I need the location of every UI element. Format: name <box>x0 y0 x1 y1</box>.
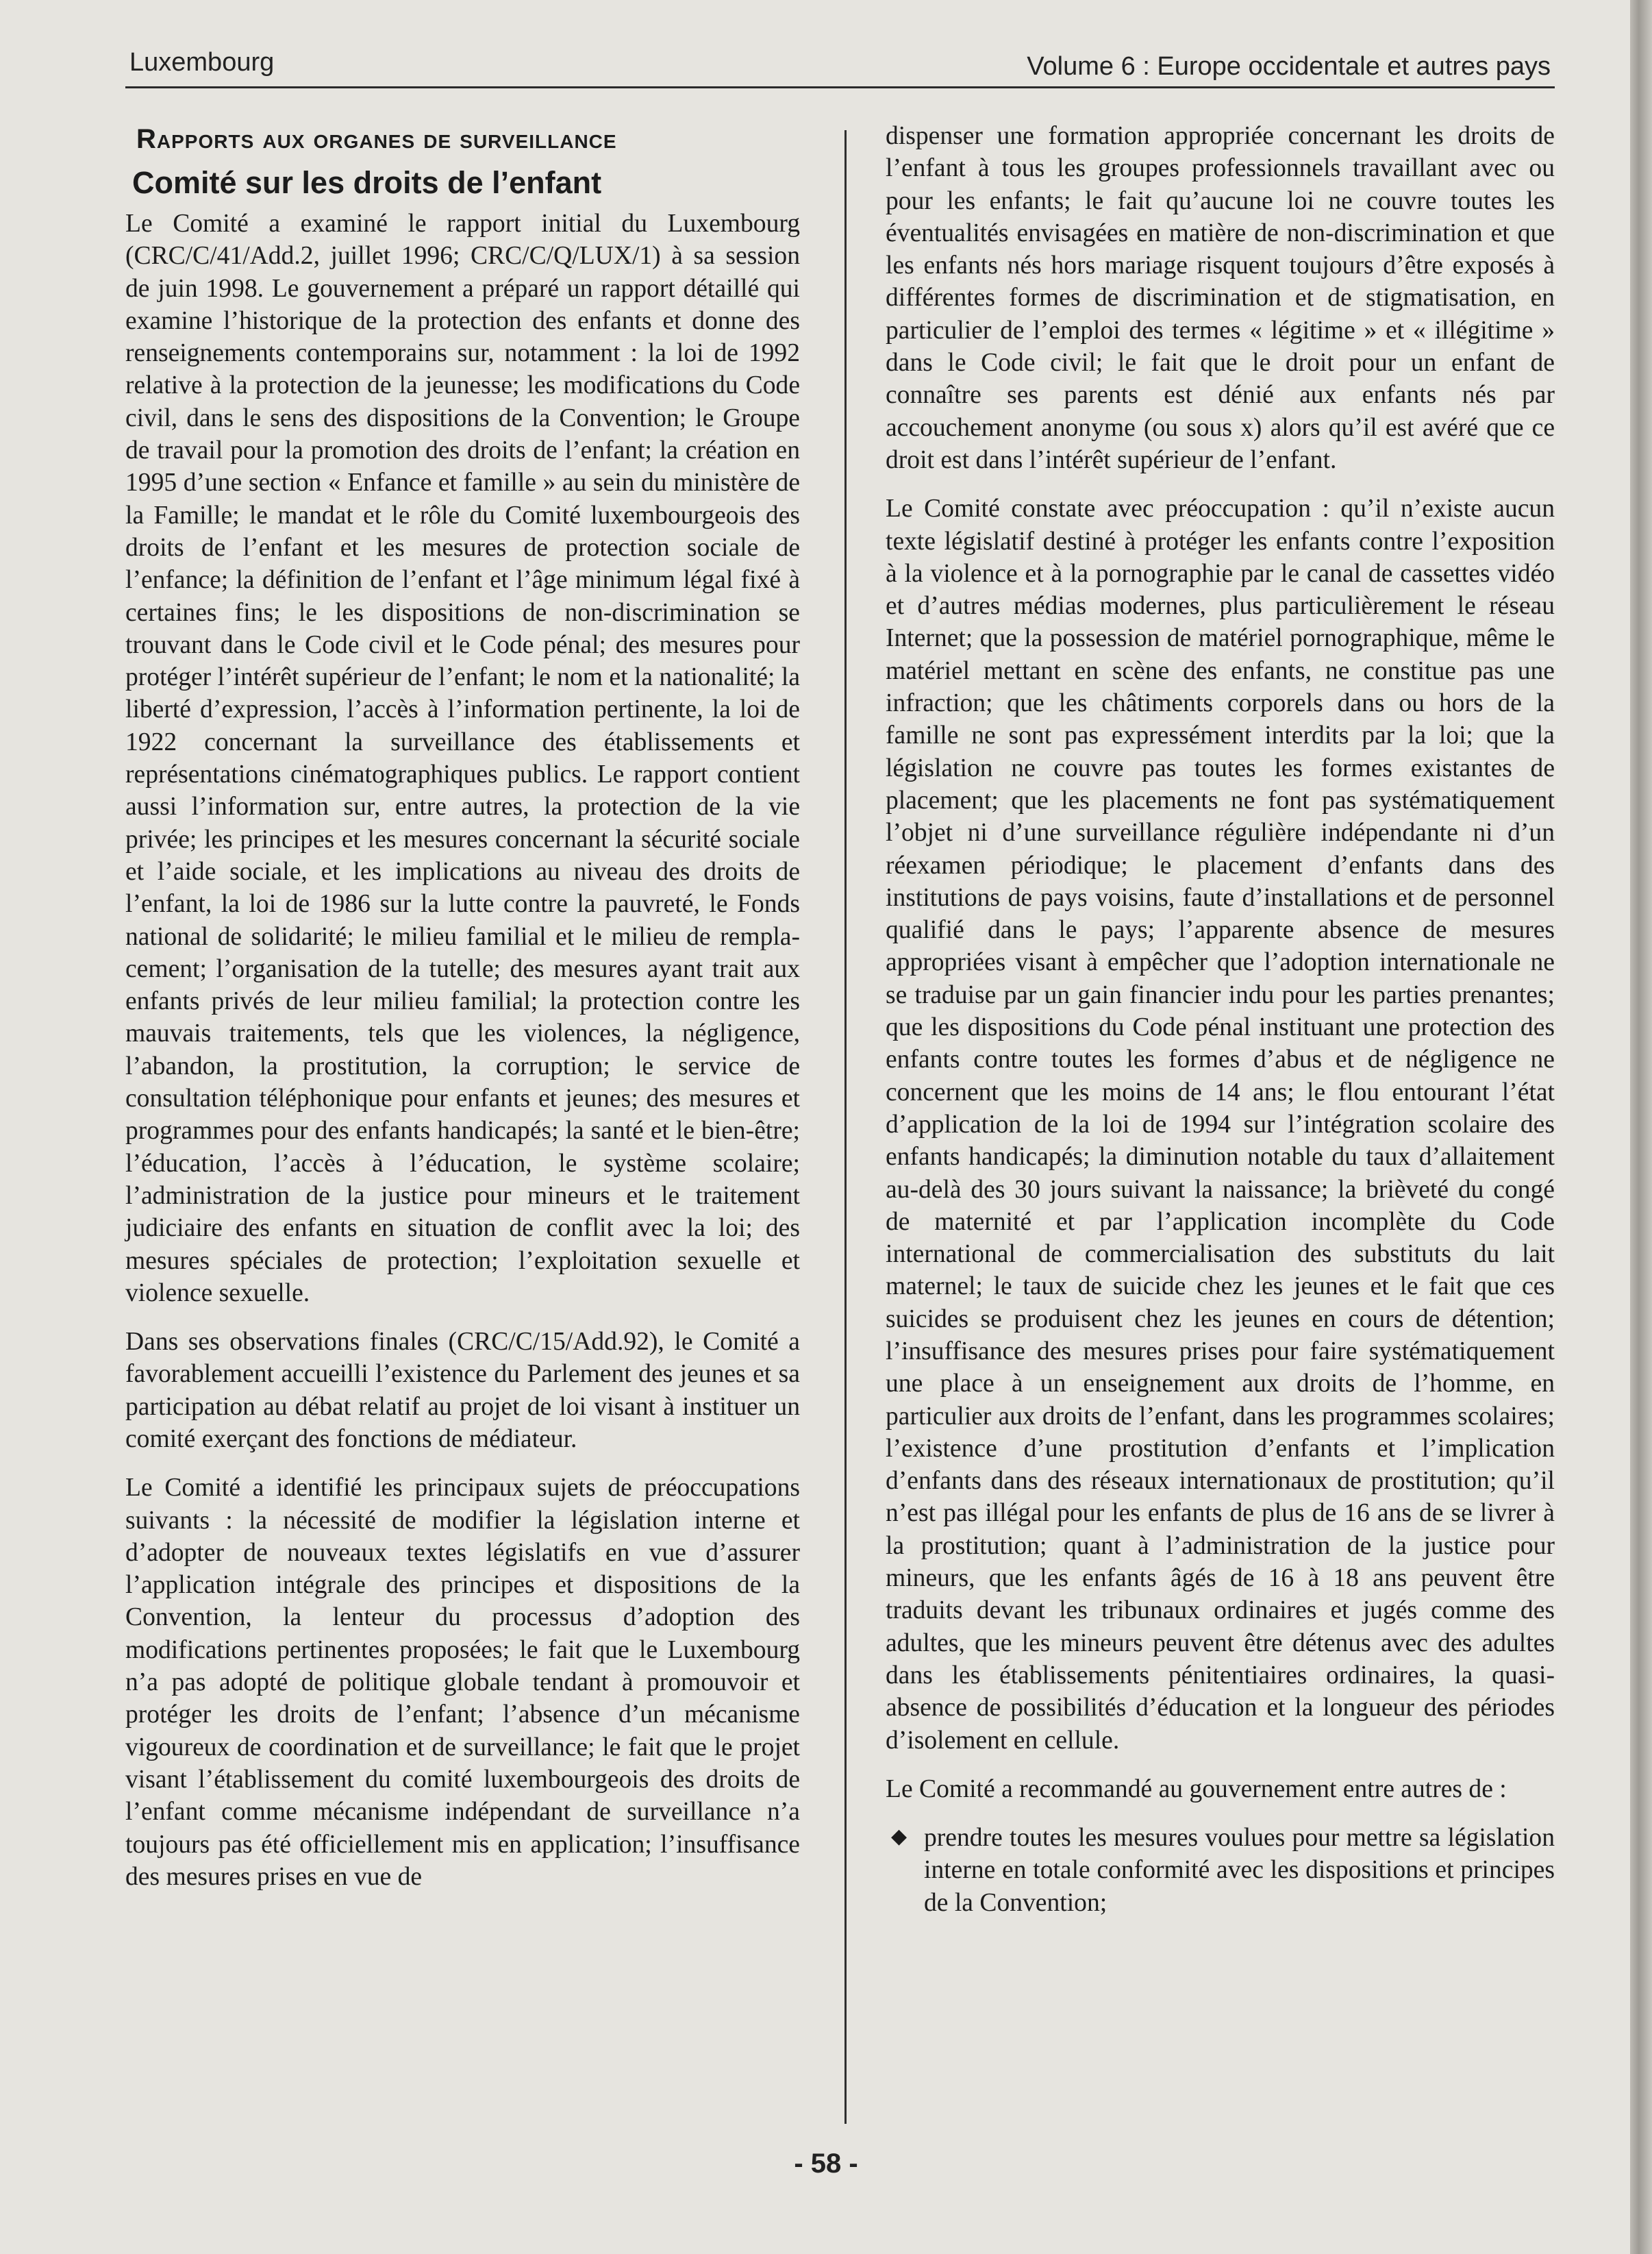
running-header <box>125 42 1555 88</box>
paragraph: Le Comité a identifié les principaux sujets de préoccupations suivants : la nécessité de modifier la législation interne et d’adopter de nouveaux textes législatifs en vue d’assurer l’application intégrale des principes et dispositions de la Convention, la lenteur du processus d’adoption des modifications pertinentes proposées; le fait que le Luxembourg n’a pas adopté de politique globale tendant à promouvoir et protéger les droits de l’enfant; l’absence d’un mécanisme vigoureux de coordination et de surveillance; le fait que le projet visant l’établissement du comité luxembourgeois des droits de l’enfant comme mécanisme indépendant de surveillance n’a toujours pas été officiellement mis en application; l’insuffisance des mesures prises en vue de <box>125 1474 800 1891</box>
binding-edge <box>1630 0 1652 2254</box>
diamond-bullet-icon: ◆ <box>891 1825 908 1848</box>
recommendation-list <box>886 1822 1555 1919</box>
section-heading: Rapports aux organes de surveillance <box>136 124 617 154</box>
paragraph: Le Comité constate avec préoccupation : qu’il n’existe aucun texte législatif destiné à protéger les enfants contre l’exposition à la violence et à la pornographie par le canal de cassettes vidéo et d’autres médias modernes, plus particulièrement le réseau Internet; que la possession de matériel pornographique, même le matériel mettant en scène des enfants, ne constitue pas une infraction; que les châtiments corporels dans ou hors de la famille ne sont pas expressément interdits par la loi; que la législation ne couvre pas toutes les formes existantes de placement; que les placements ne font pas systématiquement l’objet ni d’une surveillance régulière indépendante ni d’un réexamen périodique; le placement d’enfants dans des institutions de pays voisins, faute d’installations et de personnel qualifié dans le pays; l’apparente absence de mesures appropriées visant à empêcher que l’adoption internationale ne se traduise par un gain financier indu pour les parties prenantes; que les dispositions du Code pénal instituant une protection des enfants contre toutes les formes d’abus et de négligence ne concernent que les moins de 14 ans; le flou entourant l’état d’application de la loi de 1994 sur l’intégration scolaire des enfants handicapés; la diminution notable du taux d’allaitement au-delà des 30 jours suivant la naissance; la brièveté du congé de maternité et par l’application incomplète du Code international de commercialisation des substituts du lait maternel; le taux de suicide chez les jeunes et le fait que ces suicides se produisent chez les jeunes en cours de détention; l’insuffisance des mesures prises pour faire systématiquement une place à un enseignement aux droits de l’homme, en particulier aux droits de l’enfant, dans les programmes scolaires; l’existence d’une prostitution d’enfants et l’implication d’enfants dans des réseaux internationaux de prostitution; qu’il n’est pas illégal pour les enfants de plus de 16 ans de se livrer à la prostitution; quant à l’administration de la justice pour mineurs, que les enfants âgés de 16 à 18 ans peuvent être traduits devant les tribunaux ordinaires et jugés comme des adultes, que les mineurs peuvent être détenus avec des adultes dans les établissements pénitentiaires ordinaires, la quasi-absence de possibilités d’éducation et la longueur des périodes d’isolement en cellule. <box>886 495 1555 1755</box>
page-number: - 58 - <box>794 2148 858 2179</box>
header-volume-title: Volume 6 : Europe occidentale et autres pays <box>1027 52 1551 81</box>
list-item-text: prendre toutes les mesures voulues pour mettre sa législation interne en totale conformité avec les dispositions et principes de la Convention; <box>924 1824 1555 1917</box>
committee-heading: Comité sur les droits de l’enfant <box>132 165 602 200</box>
list-item <box>886 1822 1555 1919</box>
paragraph: Le Comité a recommandé au gouvernement entre autres de : <box>886 1774 1507 1803</box>
right-column <box>886 120 1555 1919</box>
header-country: Luxembourg <box>129 48 275 77</box>
paragraph: dispenser une formation appropriée concernant les droits de l’enfant à tous les groupes professionnels travaillant avec ou pour les enfants; le fait qu’aucune loi ne couvre toutes les éventualités envisagées en matière de non-discrimination et que les enfants nés hors mariage risquent toujours d’être exposés à différentes formes de discrimination et de stigmatisation, en particulier de l’emploi des termes « légitime » et « illégitime » dans le Code civil; le fait que le droit pour un enfant de connaître ses parents est dénié aux enfants nés par accouchement anonyme (ou sous x) alors qu’il est avéré que ce droit est dans l’intérêt supérieur de l’enfant. <box>886 122 1555 474</box>
paragraph: Dans ses observations finales (CRC/C/15/Add.92), le Comité a favorablement accueilli l’existence du Parlement des jeunes et sa participation au débat relatif au projet de loi visant à instituer un comité exerçant des fonctions de médiateur. <box>125 1328 800 1453</box>
column-divider <box>844 130 847 2124</box>
left-column <box>125 120 800 1909</box>
paragraph: Le Comité a examiné le rapport initial du Luxembourg (CRC/C/41/Add.2, juillet 1996; CRC/C/Q/LUX/1) à sa session de juin 1998. Le gouvernement a préparé un rapport détaillé qui examine l’historique de la protection des enfants et donne des renseignements contemporains sur, notamment : la loi de 1992 relative à la protection de la jeunesse; les modifications du Code civil, dans le sens des dispositions de la Convention; le Groupe de travail pour la promotion des droits de l’enfant; la création en 1995 d’une section « Enfance et famille » au sein du ministère de la Famille; le mandat et le rôle du Comité luxembourgeois des droits de l’enfant et les mesures de protection sociale de l’enfance; la définition de l’enfant et l’âge minimum légal fixé à certaines fins; le les dispositions de non-discrimination se trouvant dans le Code civil et le Code pénal; des mesures pour protéger l’intérêt supérieur de l’enfant; le nom et la nationalité; la liberté d’expression, l’accès à l’information pertinente, la loi de 1922 concernant la surveillance des établissements et représentations cinématographiques publics. Le rapport contient aussi l’information sur, entre autres, la protection de la vie privée; les principes et les mesures concernant la sécurité sociale et l’aide sociale, et les implications au niveau des droits de l’enfant, la loi de 1986 sur la lutte contre la pauvreté, le Fonds national de solidarité; le milieu familial et le milieu de remplacement; l’organisation de la tutelle; des mesures ayant trait aux enfants privés de leur milieu familial; la protection contre les mauvais traitements, tels que les violences, la négligence, l’abandon, la prostitution, la corruption; le service de consultation téléphonique pour enfants et jeunes; des mesures et programmes pour des enfants handicapés; la santé et le bien-être; l’éducation, l’accès à l’éducation, le système scolaire; l’administration de la justice pour mineurs et le traitement judiciaire des enfants en situation de conflit avec la loi; des mesures spéciales de protection; l’exploitation sexuelle et violence sexuelle. <box>125 210 800 1307</box>
